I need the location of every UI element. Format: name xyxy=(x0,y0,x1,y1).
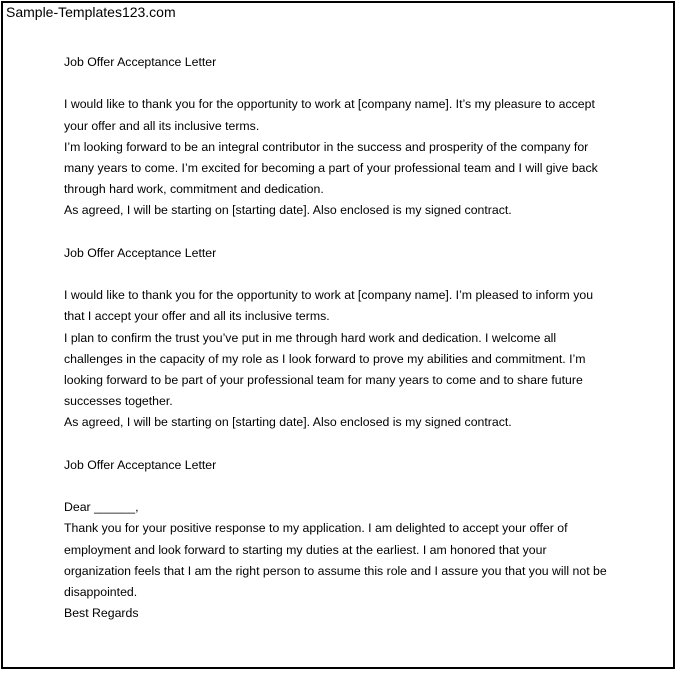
body-line: that I accept your offer and all its inclusive terms. xyxy=(64,309,330,324)
body-line: through hard work, commitment and dedication. xyxy=(64,182,324,197)
body-line: I would like to thank you for the opportunity to work at [company name]. It’s my pleasure to accept xyxy=(64,97,595,112)
body-line: I plan to confirm the trust you’ve put in me through hard work and dedication. I welcome all xyxy=(64,330,557,345)
body-line: organization feels that I am the right person to assume this role and I assure you that you will not be xyxy=(64,563,607,578)
letter-body xyxy=(64,94,624,221)
body-line: looking forward to be part of your professional team for many years to come and to share future xyxy=(64,373,583,387)
body-line: your offer and all its inclusive terms. xyxy=(64,118,260,133)
body-line: employment and look forward to starting my duties at the earliest. I am honored that your xyxy=(64,542,547,557)
body-line: As agreed, I will be starting on [starting date]. Also enclosed is my signed contract. xyxy=(64,203,512,218)
letter-title: Job Offer Acceptance Letter xyxy=(64,245,217,260)
letter-body xyxy=(64,497,624,624)
letter-1 xyxy=(64,52,624,222)
body-line: disappointed. xyxy=(64,585,138,599)
body-line: I would like to thank you for the opportunity to work at [company name]. I’m pleased to inform you xyxy=(64,288,594,303)
body-line: many years to come. I’m excited for becoming a part of your professional team and I will give back xyxy=(64,161,598,175)
letter-title: Job Offer Acceptance Letter xyxy=(64,55,217,69)
closing: Best Regards xyxy=(64,606,139,621)
body-line: successes together. xyxy=(64,394,173,409)
letter-title: Job Offer Acceptance Letter xyxy=(64,457,217,472)
letter-3 xyxy=(64,455,624,625)
letter-document xyxy=(64,52,624,646)
salutation: Dear ______, xyxy=(64,500,139,515)
body-line: challenges in the capacity of my role as I look forward to prove my abilities and commitment. I’m xyxy=(64,351,586,366)
letter-body xyxy=(64,285,624,433)
site-watermark: Sample-Templates123.com xyxy=(6,4,176,20)
body-line: Thank you for your positive response to my application. I am delighted to accept your offer of xyxy=(64,521,568,536)
body-line: I’m looking forward to be an integral contributor in the success and prosperity of the company for xyxy=(64,139,589,154)
body-line: As agreed, I will be starting on [starting date]. Also enclosed is my signed contract. xyxy=(64,415,512,430)
letter-2 xyxy=(64,243,624,434)
